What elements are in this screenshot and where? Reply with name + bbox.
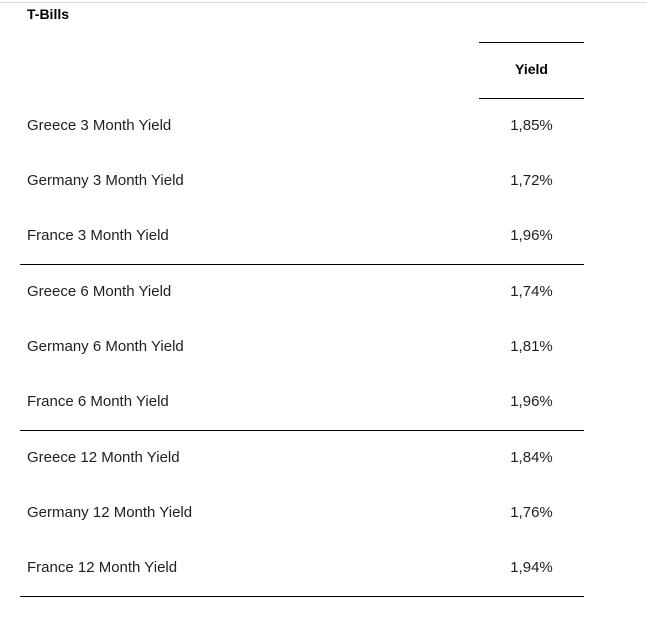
row-yield-value: 1,96% — [510, 227, 553, 244]
table-row — [0, 559, 647, 579]
row-label: Germany 6 Month Yield — [27, 338, 184, 355]
row-label: France 6 Month Yield — [27, 393, 169, 410]
group-divider — [20, 430, 584, 431]
row-label: Greece 12 Month Yield — [27, 449, 180, 466]
group-divider — [20, 264, 584, 265]
top-border — [0, 2, 647, 3]
table-row — [0, 449, 647, 469]
row-label: Germany 12 Month Yield — [27, 504, 193, 521]
table-row — [0, 504, 647, 524]
row-label: Germany 3 Month Yield — [27, 172, 184, 189]
row-yield-value: 1,84% — [510, 449, 553, 466]
table-row — [0, 227, 647, 247]
row-yield-value: 1,76% — [510, 504, 553, 521]
table-row — [0, 172, 647, 192]
row-label: Greece 3 Month Yield — [27, 117, 172, 134]
table-row — [0, 393, 647, 413]
table-row — [0, 117, 647, 137]
row-yield-value: 1,96% — [510, 393, 553, 410]
row-yield-value: 1,85% — [510, 117, 553, 134]
header-bottom-rule — [479, 98, 584, 99]
yield-column-header: Yield — [515, 61, 548, 77]
row-yield-value: 1,94% — [510, 559, 553, 576]
row-label: France 12 Month Yield — [27, 559, 178, 576]
row-yield-value: 1,72% — [510, 172, 553, 189]
table-title: T-Bills — [27, 6, 70, 22]
table-bottom-rule — [20, 596, 584, 597]
table-row — [0, 283, 647, 303]
header-top-rule — [479, 42, 584, 43]
row-label: Greece 6 Month Yield — [27, 283, 172, 300]
row-label: France 3 Month Yield — [27, 227, 169, 244]
row-yield-value: 1,74% — [510, 283, 553, 300]
table-row — [0, 338, 647, 358]
row-yield-value: 1,81% — [510, 338, 553, 355]
